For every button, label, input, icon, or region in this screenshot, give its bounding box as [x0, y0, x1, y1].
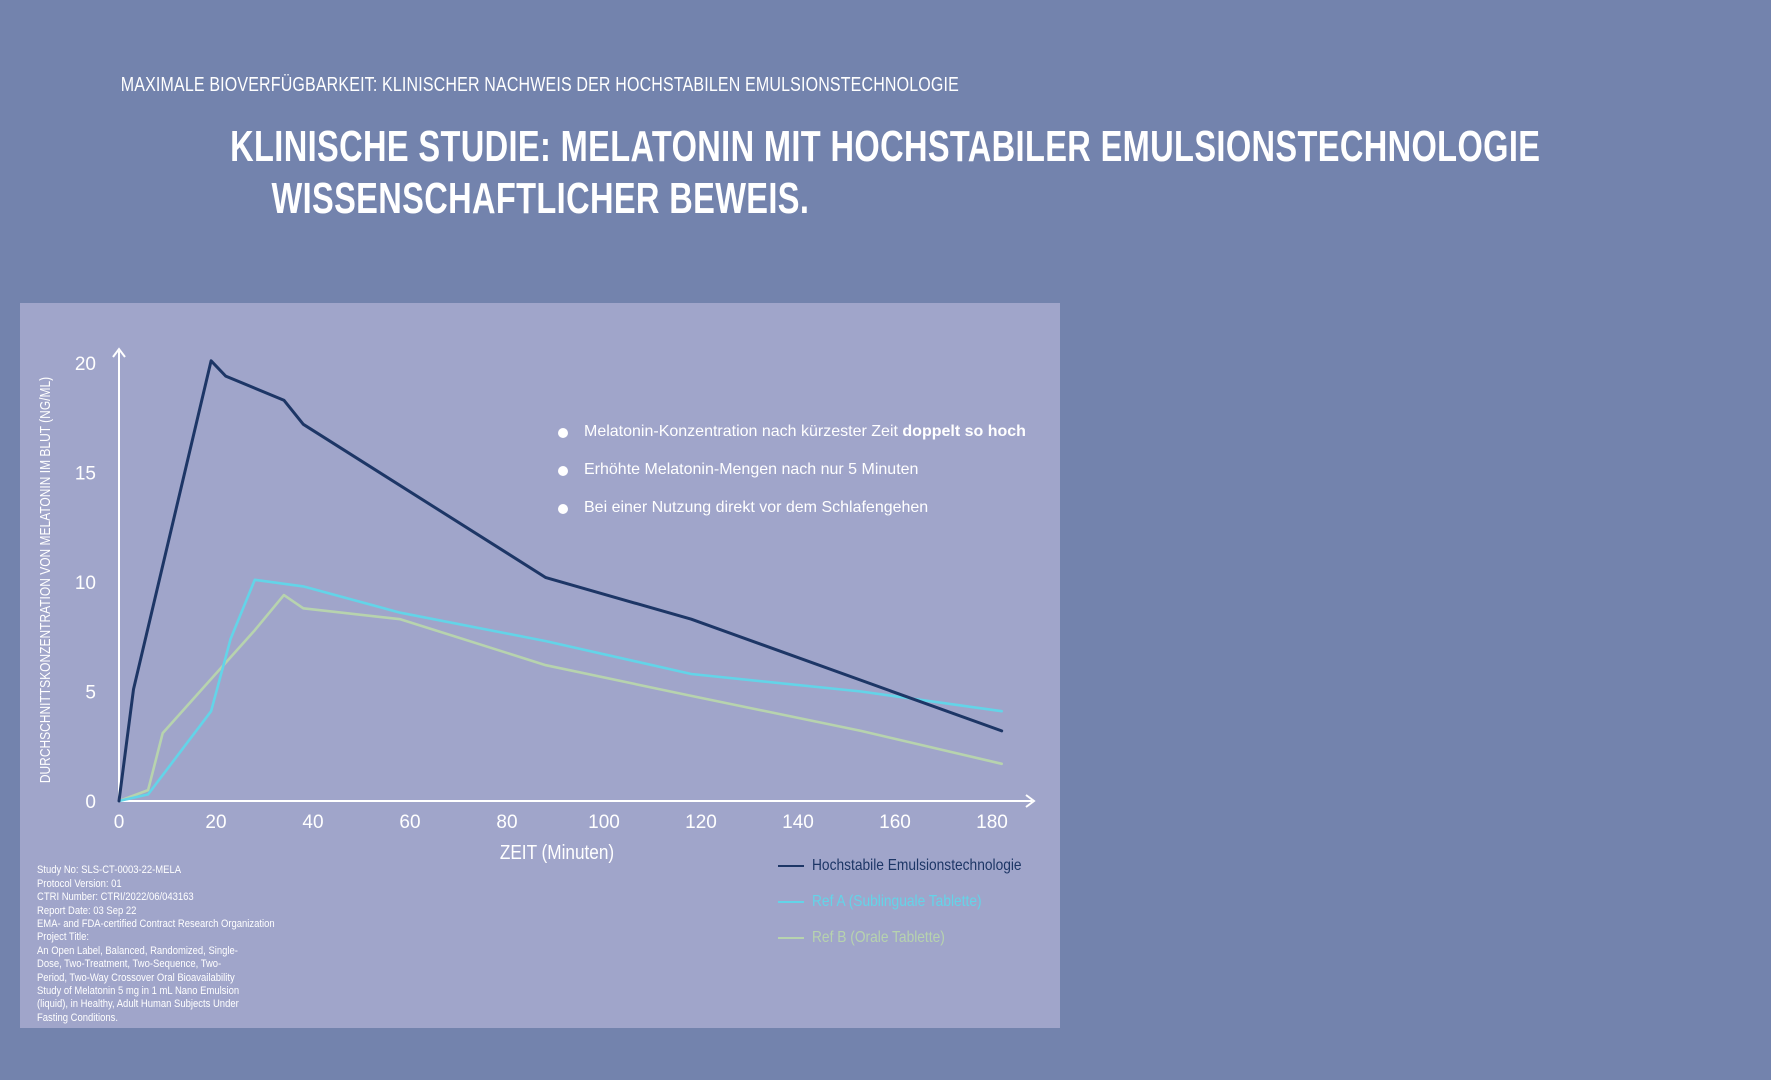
- study-info-text: Study No: SLS-CT-0003-22-MELA Protocol Version: 01 CTRI Number: CTRI/2022/06/043163 Report Date: 03 Sep 22 EMA- and FDA-certified Contract Research Organization Project Title: An Open Label, Balanced, Randomized, Single- Dose, Two-Treatment, Two-Sequence, Two- Period, Two-Way Crossover Oral Bioavailability Study of Melatonin 5 mg in 1 mL Nano Emulsion (liquid), in Healthy, Adult Human Subjects Under Fasting Conditions.: [37, 864, 275, 1024]
- legend-label-main: Hochstabile Emulsionstechnologie: [812, 857, 1022, 874]
- page-title-line2: [0, 174, 1080, 224]
- bullet-dot-icon: [558, 466, 568, 476]
- bullet-text: Melatonin-Konzentration nach kürzester Zeit: [584, 423, 903, 440]
- legend-swatch-ref-b: [778, 937, 804, 939]
- bullet-dot-icon: [558, 428, 568, 438]
- bullet-dot-icon: [558, 504, 568, 514]
- x-tick-label: 160: [879, 812, 911, 833]
- legend-swatch-ref-a: [778, 901, 804, 903]
- bullet-item: [558, 496, 1026, 534]
- legend-label-ref-b: Ref B (Orale Tablette): [812, 929, 945, 946]
- subtitle-text: MAXIMALE BIOVERFÜGBARKEIT: KLINISCHER NACHWEIS DER HOCHSTABILEN EMULSIONSTECHNOLOGIE: [120, 74, 960, 96]
- page-title-line1-text: KLINISCHE STUDIE: MELATONIN MIT HOCHSTABILER EMULSIONSTECHNOLOGIE: [230, 122, 1541, 171]
- series-line-ref-a: [119, 580, 1002, 801]
- y-tick-label: 0: [85, 792, 96, 813]
- bullet-bold-text: doppelt so hoch: [902, 423, 1026, 440]
- y-tick-label: 20: [74, 354, 96, 375]
- x-tick-label: 0: [113, 812, 125, 833]
- y-axis-title: DURCHSCHNITTSKONZENTRATION VON MELATONIN IM BLUT (NG/ML): [36, 376, 54, 784]
- bullet-text: Bei einer Nutzung direkt vor dem Schlafengehen: [584, 499, 929, 516]
- legend-label-ref-a: Ref A (Sublinguale Tablette): [812, 893, 982, 910]
- y-tick-label: 15: [74, 463, 96, 485]
- x-tick-label: 40: [302, 812, 324, 833]
- page-title-line1: [0, 122, 1541, 172]
- page-title-line2-text: WISSENSCHAFTLICHER BEWEIS.: [271, 174, 809, 223]
- study-info: [37, 851, 287, 1039]
- y-tick-label: 5: [85, 682, 96, 704]
- x-tick-label: 180: [976, 812, 1008, 833]
- bullet-item: [558, 420, 1026, 458]
- x-tick-label: 100: [588, 812, 620, 833]
- y-tick-label: 10: [74, 573, 96, 594]
- bullet-list: [558, 420, 1026, 534]
- chart-panel: [20, 303, 1060, 1028]
- legend-swatch-main: [778, 865, 804, 867]
- x-axis-title: ZEIT (Minuten): [499, 840, 615, 864]
- x-tick-label: 80: [496, 812, 518, 833]
- x-tick-label: 120: [685, 812, 717, 833]
- x-tick-label: 60: [399, 812, 421, 833]
- series-line-ref-b: [119, 595, 1002, 801]
- bullet-item: [558, 458, 1026, 496]
- x-tick-label: 140: [782, 812, 814, 833]
- x-tick-label: 20: [205, 812, 227, 833]
- bullet-text: Erhöhte Melatonin-Mengen nach nur 5 Minuten: [584, 461, 919, 478]
- subtitle: [0, 74, 1080, 97]
